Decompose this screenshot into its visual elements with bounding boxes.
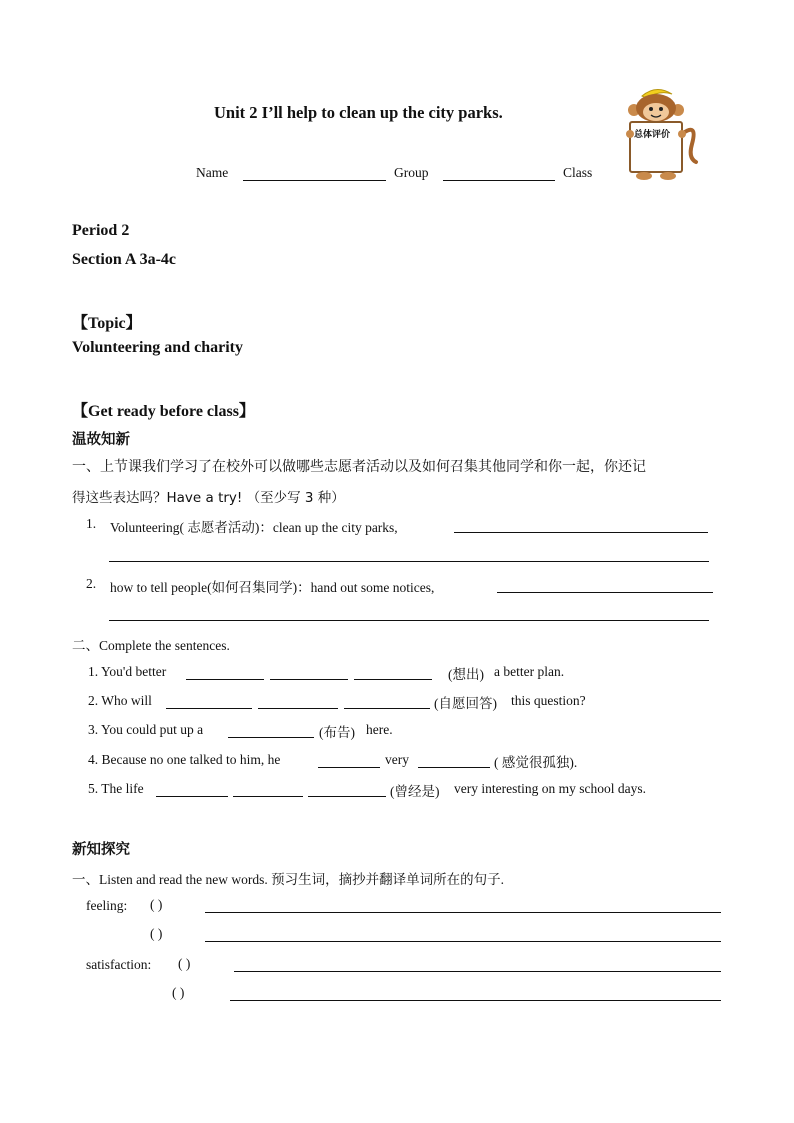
part1-item-2-text: how to tell people(如何召集同学)：hand out some notices, [110, 580, 435, 595]
new-knowledge-heading: 新知探究 [72, 842, 130, 858]
sentence-3-blank-1[interactable] [228, 737, 314, 738]
worksheet-title: Unit 2 I’ll help to clean up the city parks. [214, 103, 503, 122]
sentence-4-prefix: 4. Because no one talked to him, he [88, 752, 281, 767]
period-label: Period 2 [72, 222, 130, 239]
badge-text: 总体评价 [634, 130, 671, 140]
part1-item-1-number: 1. [86, 516, 97, 531]
part1-item-1-answer-line[interactable] [454, 532, 708, 533]
sentence-1-blank-2[interactable] [270, 679, 348, 680]
sentence-1-hint: (想出) [448, 667, 484, 682]
get-ready-heading: 【Get ready before class】 [72, 403, 255, 420]
sentence-5-prefix: 5. The life [88, 781, 144, 796]
sentence-1-blank-3[interactable] [354, 679, 432, 680]
sentence-4-hint: ( 感觉很孤独). [494, 755, 578, 770]
group-label: Group [394, 165, 429, 180]
part1-item-2-answer-line-2[interactable] [109, 620, 709, 621]
sentence-3-hint: (布告) [319, 725, 355, 740]
sentence-4-blank-2[interactable] [418, 767, 490, 768]
sentence-5-blank-2[interactable] [233, 796, 303, 797]
section-label: Section A 3a-4c [72, 251, 176, 268]
word-feeling-paren-2[interactable]: ( ) [150, 926, 163, 941]
part1-item-1-answer-line-2[interactable] [109, 561, 709, 562]
sentence-3-suffix: here. [366, 722, 393, 737]
group-field[interactable] [443, 180, 555, 181]
topic-heading: 【Topic】 [72, 315, 142, 332]
word-feeling-paren-1[interactable]: ( ) [150, 897, 163, 912]
part1-item-2-answer-line[interactable] [497, 592, 713, 593]
sentence-2-prefix: 2. Who will [88, 693, 152, 708]
sentence-2-suffix: this question? [511, 693, 586, 708]
sentence-2-hint: (自愿回答) [434, 696, 497, 711]
word-satisfaction-paren-1[interactable]: ( ) [178, 956, 191, 971]
name-label: Name [196, 165, 229, 180]
sentence-5-blank-1[interactable] [156, 796, 228, 797]
word-feeling-label: feeling: [86, 898, 128, 913]
part1-item-1-text: Volunteering( 志愿者活动)：clean up the city parks, [110, 520, 398, 535]
name-field[interactable] [243, 180, 386, 181]
part1-instruction-line2: 得这些表达吗？Have a try! （至少写 3 种） [72, 490, 345, 506]
part2-instruction: 二、Complete the sentences. [72, 638, 230, 653]
sentence-3-prefix: 3. You could put up a [88, 722, 204, 737]
word-satisfaction-paren-2[interactable]: ( ) [172, 985, 185, 1000]
review-heading: 温故知新 [72, 432, 130, 448]
sentence-5-hint: (曾经是) [390, 784, 440, 799]
word-feeling-sentence-line-1[interactable] [205, 912, 721, 913]
part1-item-2-number: 2. [86, 576, 97, 591]
sentence-2-blank-2[interactable] [258, 708, 338, 709]
sentence-4-blank-1[interactable] [318, 767, 380, 768]
sentence-1-prefix: 1. You'd better [88, 664, 167, 679]
sentence-5-suffix: very interesting on my school days. [454, 781, 646, 796]
sentence-2-blank-1[interactable] [166, 708, 252, 709]
word-satisfaction-label: satisfaction: [86, 957, 152, 972]
word-satisfaction-sentence-line-1[interactable] [234, 971, 721, 972]
word-satisfaction-sentence-line-2[interactable] [230, 1000, 721, 1001]
sentence-5-blank-3[interactable] [308, 796, 386, 797]
sentence-2-blank-3[interactable] [344, 708, 430, 709]
sentence-1-suffix: a better plan. [494, 664, 565, 679]
word-feeling-sentence-line-2[interactable] [205, 941, 721, 942]
topic-text: Volunteering and charity [72, 339, 243, 356]
sentence-1-blank-1[interactable] [186, 679, 264, 680]
sentence-4-mid: very [385, 752, 409, 767]
class-label: Class [563, 165, 593, 180]
part3-instruction: 一、Listen and read the new words. 预习生词，摘抄并翻译单词所在的句子. [72, 872, 504, 887]
part1-instruction-line1: 一、上节课我们学习了在校外可以做哪些志愿者活动以及如何召集其他同学和你一起，你还记 [72, 459, 646, 475]
